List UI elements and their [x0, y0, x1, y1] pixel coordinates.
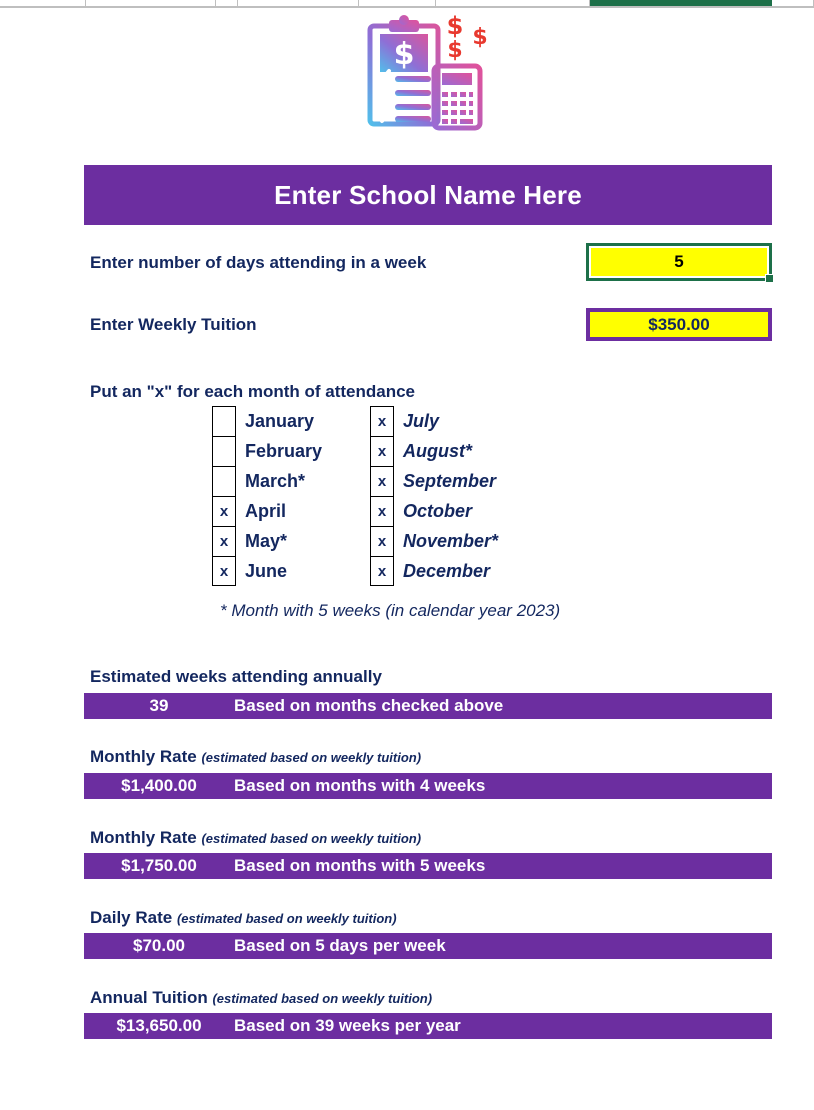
month-checkbox-may[interactable]: x	[212, 526, 236, 556]
spreadsheet-cell[interactable]	[238, 0, 359, 6]
month-label: August*	[403, 440, 472, 461]
month-label: September	[403, 470, 497, 491]
month-column-first-half	[212, 406, 322, 586]
result-value: $13,650.00	[116, 1016, 202, 1035]
result-description: Based on months checked above	[234, 696, 504, 715]
result-value: $1,400.00	[121, 776, 197, 795]
month-checkbox-april[interactable]: x	[212, 496, 236, 526]
weekly-tuition-value: $350.00	[648, 314, 710, 334]
month-row	[212, 466, 322, 496]
svg-text:$: $	[446, 12, 464, 40]
attendance-instruction: Put an "x" for each month of attendance	[90, 382, 415, 401]
month-row	[370, 496, 498, 526]
month-label: July	[403, 410, 440, 431]
month-checkbox-september[interactable]: x	[370, 466, 394, 496]
month-row	[212, 556, 322, 586]
days-attending-input[interactable]	[586, 243, 772, 281]
result-label	[90, 747, 421, 767]
month-label: November*	[403, 530, 499, 551]
month-row	[370, 466, 498, 496]
month-row	[370, 526, 498, 556]
spreadsheet-cell[interactable]	[86, 0, 216, 6]
result-label	[90, 908, 397, 928]
result-label-note: (estimated based on weekly tuition)	[201, 750, 422, 765]
month-label: March*	[245, 470, 306, 491]
spreadsheet-cell[interactable]	[436, 0, 590, 6]
month-row	[370, 556, 498, 586]
result-value: $70.00	[133, 936, 185, 955]
spreadsheet-cell-selected[interactable]	[590, 0, 772, 6]
result-bar	[84, 1013, 772, 1039]
month-checkbox-july[interactable]: x	[370, 406, 394, 436]
month-label: December	[403, 560, 491, 581]
month-label: June	[245, 560, 288, 581]
spreadsheet-cell[interactable]	[0, 0, 86, 6]
month-label: May*	[245, 530, 288, 551]
result-description: Based on months with 4 weeks	[234, 776, 486, 795]
month-row	[370, 406, 498, 436]
month-column-second-half	[370, 406, 498, 586]
result-value: $1,750.00	[121, 856, 197, 875]
svg-text:$: $	[472, 25, 488, 50]
five-week-footnote: * Month with 5 weeks (in calendar year 2023)	[220, 601, 561, 620]
month-checkbox-june[interactable]: x	[212, 556, 236, 586]
month-row	[212, 526, 322, 556]
month-row	[212, 496, 322, 526]
month-row	[370, 436, 498, 466]
result-label-text: Daily Rate	[90, 908, 177, 927]
month-checkbox-november[interactable]: x	[370, 526, 394, 556]
month-row	[212, 436, 322, 466]
days-attending-label: Enter number of days attending in a week	[90, 253, 427, 272]
svg-text:$: $	[447, 38, 463, 63]
month-checkbox-march[interactable]	[212, 466, 236, 496]
result-label-text: Estimated weeks attending annually	[90, 667, 382, 686]
result-label-note: (estimated based on weekly tuition)	[201, 831, 422, 846]
school-name-banner[interactable]	[84, 165, 772, 225]
clipboard-calculator-icon	[362, 12, 502, 134]
result-label-text: Annual Tuition	[90, 988, 213, 1007]
month-checkbox-february[interactable]	[212, 436, 236, 466]
result-description: Based on 39 weeks per year	[234, 1016, 461, 1035]
spreadsheet-row-strip	[0, 0, 814, 8]
result-description: Based on months with 5 weeks	[234, 856, 486, 875]
result-label-text: Monthly Rate	[90, 828, 202, 847]
month-checkbox-august[interactable]: x	[370, 436, 394, 466]
month-label: April	[245, 500, 287, 521]
weekly-tuition-input[interactable]	[586, 308, 772, 341]
result-label-text: Monthly Rate	[90, 747, 202, 766]
result-bar	[84, 773, 772, 799]
month-label: February	[245, 440, 323, 461]
spreadsheet-cell[interactable]	[216, 0, 238, 6]
result-bar	[84, 933, 772, 959]
month-checkbox-october[interactable]: x	[370, 496, 394, 526]
result-label	[90, 828, 421, 848]
month-checkbox-december[interactable]: x	[370, 556, 394, 586]
month-checkbox-january[interactable]	[212, 406, 236, 436]
result-bar	[84, 693, 772, 719]
spreadsheet-cell[interactable]	[359, 0, 436, 6]
page-title: Enter School Name Here	[274, 179, 582, 210]
result-label-note: (estimated based on weekly tuition)	[212, 991, 433, 1006]
month-label: January	[245, 410, 315, 431]
weekly-tuition-label: Enter Weekly Tuition	[90, 315, 257, 334]
month-label: October	[403, 500, 473, 521]
result-bar	[84, 853, 772, 879]
result-value: 39	[149, 696, 169, 715]
result-label-note: (estimated based on weekly tuition)	[176, 911, 397, 926]
days-attending-value: 5	[674, 252, 684, 271]
result-label	[90, 667, 382, 687]
month-row	[212, 406, 322, 436]
cell-fill-handle[interactable]	[765, 274, 774, 283]
spreadsheet-cell[interactable]	[772, 0, 814, 6]
result-label	[90, 988, 432, 1008]
result-description: Based on 5 days per week	[234, 936, 446, 955]
svg-text:$: $	[393, 37, 415, 72]
